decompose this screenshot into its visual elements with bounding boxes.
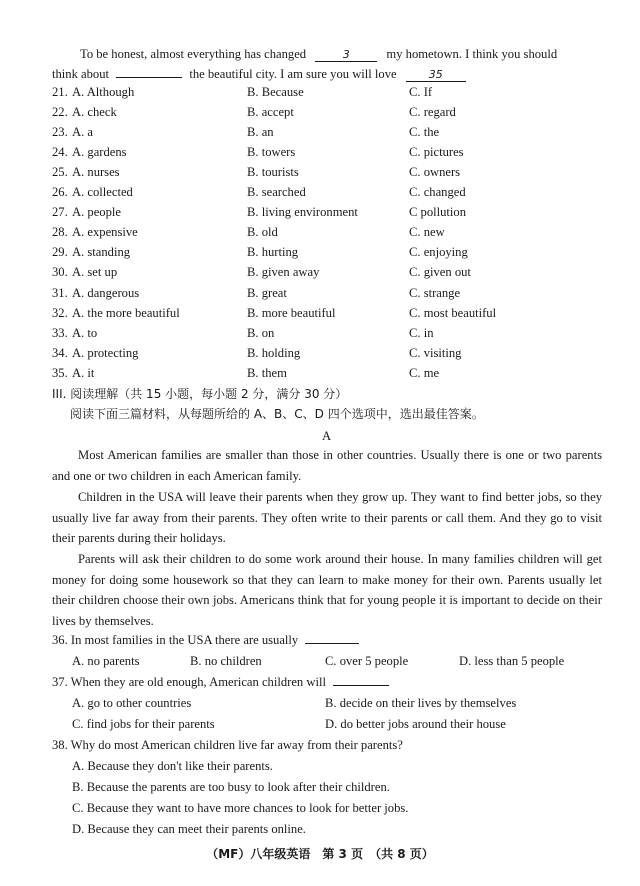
option-a: A. standing xyxy=(72,245,131,260)
option-a: A. set up xyxy=(72,265,118,280)
question-38-option-b: B. Because the parents are too busy to look after their children. xyxy=(72,780,390,794)
question-number: 33. xyxy=(52,325,68,340)
option-a: A. a xyxy=(72,125,93,140)
passage-paragraph-3: Parents will ask their children to do some work around their house. In many families children will get money for doing some housework so that they can learn to make money for their own. Parents usually let their children choose their own jobs. Americans think that for young people it is important to decide on their lives by themselves. xyxy=(52,552,602,628)
cloze-line-2 xyxy=(52,66,466,82)
option-a: A. collected xyxy=(72,185,133,200)
question-36-option-d: D. less than 5 people xyxy=(459,654,565,668)
option-c: C. in xyxy=(409,325,434,340)
cloze-option-row xyxy=(52,102,612,122)
cloze-option-row xyxy=(52,283,612,303)
option-c: C. enjoying xyxy=(409,245,468,260)
option-a: A. dangerous xyxy=(72,285,140,300)
cloze-option-row xyxy=(52,82,612,102)
question-37-option-a: A. go to other countries xyxy=(72,696,192,710)
question-36-option-a: A. no parents xyxy=(72,654,140,668)
option-a: A. the more beautiful xyxy=(72,305,180,320)
cloze-option-row xyxy=(52,262,612,282)
option-a: A. expensive xyxy=(72,225,138,240)
option-a: A. to xyxy=(72,325,98,340)
question-number: 26. xyxy=(52,185,68,200)
handwritten-answer: 3 xyxy=(342,48,350,61)
option-b: B. an xyxy=(247,125,274,140)
question-36 xyxy=(52,632,359,648)
question-36-stem: 36. In most families in the USA there are usually xyxy=(52,633,299,647)
question-37-option-c: C. find jobs for their parents xyxy=(72,717,215,731)
cloze-line-1-before: To be honest, almost everything has changed xyxy=(80,47,307,61)
question-number: 31. xyxy=(52,285,68,300)
question-number: 27. xyxy=(52,205,68,220)
option-c: C. given out xyxy=(409,265,471,280)
option-c: C. pictures xyxy=(409,145,464,160)
cloze-option-row xyxy=(52,343,612,363)
question-37-option-b: B. decide on their lives by themselves xyxy=(325,696,517,710)
cloze-option-row xyxy=(52,122,612,142)
question-number: 34. xyxy=(52,345,68,360)
cloze-option-row xyxy=(52,222,612,242)
cloze-option-row xyxy=(52,363,612,383)
cloze-option-row xyxy=(52,242,612,262)
option-c: C. If xyxy=(409,85,433,99)
cloze-line-1 xyxy=(80,46,557,62)
answer-blank xyxy=(333,685,389,686)
question-38-stem: 38. Why do most American children live far away from their parents? xyxy=(52,738,403,752)
passage-label: A xyxy=(322,429,332,443)
option-c: C. changed xyxy=(409,185,466,200)
question-37-option-d: D. do better jobs around their house xyxy=(325,717,506,731)
option-b: B. on xyxy=(247,325,275,340)
question-number: 23. xyxy=(52,125,68,140)
cloze-line-1-after: my hometown. I think you should xyxy=(386,47,558,61)
option-b: B. them xyxy=(247,365,287,380)
question-number: 25. xyxy=(52,165,68,180)
cloze-option-row xyxy=(52,202,612,222)
answer-blank-34 xyxy=(315,49,377,62)
option-b: B. searched xyxy=(247,185,306,200)
question-38-option-d: D. Because they can meet their parents online. xyxy=(72,822,306,836)
option-c: C. new xyxy=(409,225,445,240)
option-b: B. old xyxy=(247,225,278,240)
question-number: 29. xyxy=(52,245,68,260)
option-a: A. people xyxy=(72,205,121,220)
option-b: B. hurting xyxy=(247,245,299,260)
option-b: B. living environment xyxy=(247,205,358,220)
option-a: A. gardens xyxy=(72,145,127,160)
option-c: C pollution xyxy=(409,205,467,220)
question-number: 21. xyxy=(52,85,68,99)
option-b: B. Because xyxy=(247,85,304,99)
option-a: A. protecting xyxy=(72,345,139,360)
cloze-line-2-after: the beautiful city. I am sure you will love xyxy=(189,67,397,81)
question-36-option-c: C. over 5 people xyxy=(325,654,409,668)
question-number: 35. xyxy=(52,365,68,380)
option-b: B. holding xyxy=(247,345,301,360)
cloze-option-row xyxy=(52,323,612,343)
option-a: A. Although xyxy=(72,85,135,99)
option-b: B. great xyxy=(247,285,287,300)
cloze-option-row xyxy=(52,303,612,323)
option-a: A. it xyxy=(72,365,95,380)
option-a: A. check xyxy=(72,105,117,120)
cloze-option-row xyxy=(52,142,612,162)
page-footer: （MF）八年级英语 第 3 页 （共 8 页） xyxy=(206,847,434,861)
answer-blank xyxy=(305,643,359,644)
question-37 xyxy=(52,674,389,690)
answer-blank-34b xyxy=(116,77,182,78)
question-38-option-a: A. Because they don't like their parents. xyxy=(72,759,273,773)
cloze-option-row xyxy=(52,162,612,182)
option-b: B. tourists xyxy=(247,165,299,180)
question-number: 30. xyxy=(52,265,68,280)
passage-paragraph-1: Most American families are smaller than those in other countries. Usually there is one or two parents and one or two children in each American family. xyxy=(52,448,602,483)
section-instruction: 阅读下面三篇材料，从每题所给的 A、B、C、D 四个选项中，选出最佳答案。 xyxy=(70,407,484,421)
option-b: B. given away xyxy=(247,265,320,280)
option-c: C. owners xyxy=(409,165,461,180)
option-c: C. regard xyxy=(409,105,456,120)
question-number: 22. xyxy=(52,105,68,120)
option-b: B. towers xyxy=(247,145,296,160)
option-c: C. visiting xyxy=(409,345,462,360)
option-b: B. more beautiful xyxy=(247,305,336,320)
option-c: C. me xyxy=(409,365,440,380)
answer-blank-35 xyxy=(406,69,466,82)
option-c: C. the xyxy=(409,125,440,140)
option-b: B. accept xyxy=(247,105,294,120)
passage-paragraph-2: Children in the USA will leave their parents when they grow up. They want to find better jobs, so they usually live far away from their parents. They often write to their parents or call them. And they go to visit their parents during their holidays. xyxy=(52,490,602,545)
question-38-option-c: C. Because they want to have more chances to look for better jobs. xyxy=(72,801,409,815)
blank-number-35: 35 xyxy=(428,68,443,81)
option-a: A. nurses xyxy=(72,165,120,180)
option-c: C. strange xyxy=(409,285,461,300)
option-c: C. most beautiful xyxy=(409,305,497,320)
cloze-line-2-before: think about xyxy=(52,67,110,81)
question-37-stem: 37. When they are old enough, American children will xyxy=(52,675,326,689)
question-number: 32. xyxy=(52,305,68,320)
section-heading: III. 阅读理解（共 15 小题，每小题 2 分，满分 30 分） xyxy=(52,387,348,401)
question-36-option-b: B. no children xyxy=(190,654,262,668)
question-number: 24. xyxy=(52,145,68,160)
cloze-option-row xyxy=(52,182,612,202)
question-number: 28. xyxy=(52,225,68,240)
